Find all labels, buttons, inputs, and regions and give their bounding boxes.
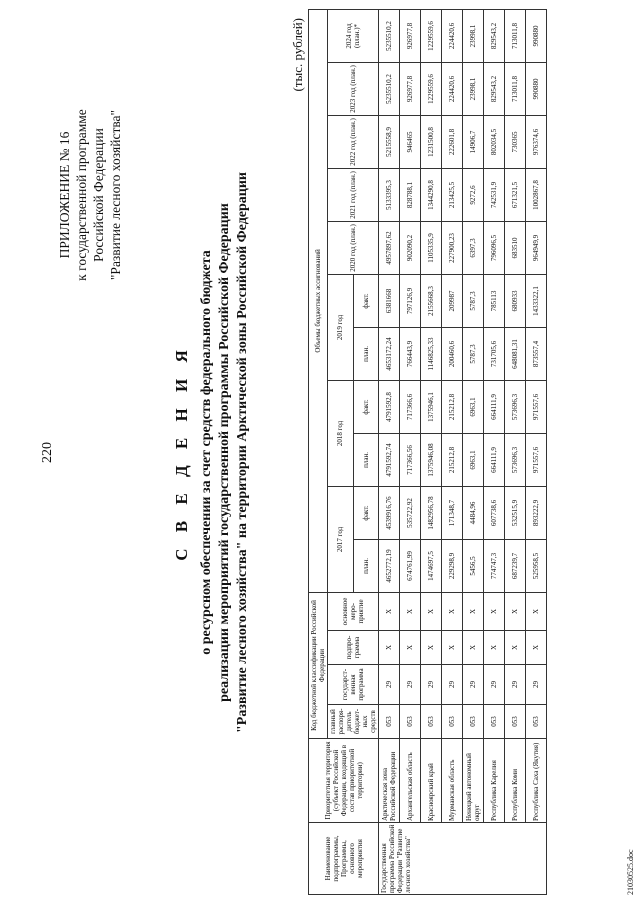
value-cell: 573696,3	[505, 380, 526, 433]
value-cell: 525958,5	[526, 539, 547, 592]
table-row	[463, 9, 484, 894]
value-cell: 532515,9	[505, 486, 526, 539]
value-cell: 5133395,3	[379, 168, 400, 221]
value-cell: 229298,9	[442, 539, 463, 592]
code-om-cell: X	[442, 592, 463, 630]
units-label: (тыс. рублей)	[290, 18, 305, 92]
value-cell: 4653172,24	[379, 327, 400, 380]
code-om-cell: X	[463, 592, 484, 630]
value-cell: 902090,2	[400, 221, 421, 274]
code-gp-cell: 29	[526, 665, 547, 705]
value-cell: 766443,9	[400, 327, 421, 380]
value-cell: 14906,7	[463, 115, 484, 168]
value-cell: 796096,5	[484, 221, 505, 274]
file-name: 21030525.doc	[626, 849, 635, 895]
value-cell: 1474697,5	[421, 539, 442, 592]
value-cell: 224420,6	[442, 62, 463, 115]
value-cell: 1433322,1	[526, 274, 547, 327]
value-cell: 674761,99	[400, 539, 421, 592]
value-cell: 828788,1	[400, 168, 421, 221]
code-pp-cell: X	[505, 631, 526, 665]
program-name-cell: Государственная программа Российской Федерации "Развитие лесного хозяйства"	[379, 823, 547, 895]
value-cell: 6963,1	[463, 433, 484, 486]
value-cell: 873557,4	[526, 327, 547, 380]
value-cell: 1229559,6	[421, 9, 442, 62]
value-cell: 717366,56	[400, 433, 421, 486]
value-cell: 713011,8	[505, 9, 526, 62]
territory-cell: Ненецкий автономный округ	[463, 739, 484, 823]
code-om-cell: X	[400, 592, 421, 630]
value-cell: 976374,6	[526, 115, 547, 168]
header-2017-fact: факт.	[353, 486, 379, 539]
value-cell: 731705,6	[484, 327, 505, 380]
value-cell: 664111,9	[484, 380, 505, 433]
value-cell: 1105335,9	[421, 221, 442, 274]
header-year-2024: 2024 год (план.)*	[328, 9, 379, 62]
code-grbs-cell: 053	[400, 705, 421, 739]
value-cell: 227900,23	[442, 221, 463, 274]
territory-cell: Архангельская область	[400, 739, 421, 823]
value-cell: 5787,3	[463, 274, 484, 327]
value-cell: 964949,9	[526, 221, 547, 274]
value-cell: 4484,96	[463, 486, 484, 539]
code-grbs-cell: 053	[379, 705, 400, 739]
value-cell: 1375946,08	[421, 433, 442, 486]
value-cell: 6397,3	[463, 221, 484, 274]
value-cell: 9272,6	[463, 168, 484, 221]
value-cell: 742531,9	[484, 168, 505, 221]
value-cell: 687239,7	[505, 539, 526, 592]
value-cell: 926977,8	[400, 9, 421, 62]
value-cell: 785113	[484, 274, 505, 327]
code-gp-cell: 29	[379, 665, 400, 705]
code-grbs-cell: 053	[505, 705, 526, 739]
header-2018-plan: план.	[353, 433, 379, 486]
value-cell: 1344290,8	[421, 168, 442, 221]
value-cell: 648081,31	[505, 327, 526, 380]
value-cell: 4652772,19	[379, 539, 400, 592]
header-year-2019: 2019 год	[328, 274, 354, 380]
territory-cell: Мурманская область	[442, 739, 463, 823]
code-grbs-cell: 053	[484, 705, 505, 739]
header-code-om: основное меро-приятие	[328, 592, 379, 630]
code-gp-cell: 29	[421, 665, 442, 705]
header-2019-fact: факт.	[353, 274, 379, 327]
value-cell: 5235510,2	[379, 62, 400, 115]
value-cell: 802034,5	[484, 115, 505, 168]
document-subtitle	[198, 140, 252, 765]
value-cell: 829543,2	[484, 62, 505, 115]
header-code-grbs: главный распоря-дитель бюджет-ных средств	[328, 705, 379, 739]
value-cell: 4539916,76	[379, 486, 400, 539]
value-cell: 1229559,6	[421, 62, 442, 115]
value-cell: 774747,3	[484, 539, 505, 592]
table-row	[421, 9, 442, 894]
value-cell: 573696,3	[505, 433, 526, 486]
value-cell: 6381668	[379, 274, 400, 327]
code-pp-cell: X	[484, 631, 505, 665]
subtitle-line-1: о ресурсном обеспечении за счет средств федерального бюджета	[199, 250, 214, 655]
value-cell: 171348,7	[442, 486, 463, 539]
value-cell: 990880	[526, 9, 547, 62]
value-cell: 1375946,1	[421, 380, 442, 433]
code-gp-cell: 29	[484, 665, 505, 705]
code-om-cell: X	[526, 592, 547, 630]
appendix-line-3: Российской Федерации	[91, 128, 106, 262]
code-om-cell: X	[379, 592, 400, 630]
code-pp-cell: X	[526, 631, 547, 665]
code-grbs-cell: 053	[526, 705, 547, 739]
value-cell: 5787,3	[463, 327, 484, 380]
code-gp-cell: 29	[505, 665, 526, 705]
header-2018-fact: факт.	[353, 380, 379, 433]
code-om-cell: X	[484, 592, 505, 630]
value-cell: 213425,5	[442, 168, 463, 221]
document-title: С В Е Д Е Н И Я	[172, 344, 191, 561]
value-cell: 664111,9	[484, 433, 505, 486]
code-pp-cell: X	[463, 631, 484, 665]
territory-cell: Республика Коми	[505, 739, 526, 823]
value-cell: 893222,9	[526, 486, 547, 539]
value-cell: 4791592,74	[379, 433, 400, 486]
value-cell: 4957897,62	[379, 221, 400, 274]
header-year-2022: 2022 год (план.)	[328, 115, 379, 168]
appendix-line-1: ПРИЛОЖЕНИЕ № 16	[57, 131, 72, 259]
value-cell: 23998,1	[463, 62, 484, 115]
code-pp-cell: X	[400, 631, 421, 665]
value-cell: 683510	[505, 221, 526, 274]
value-cell: 671321,5	[505, 168, 526, 221]
header-code-pp: подпро-грамма	[328, 631, 379, 665]
code-grbs-cell: 053	[463, 705, 484, 739]
subtitle-line-3: "Развитие лесного хозяйства" на территории Арктической зоны Российской Федерации	[235, 172, 250, 733]
header-year-2018: 2018 год	[328, 380, 354, 486]
value-cell: 990880	[526, 62, 547, 115]
code-gp-cell: 29	[463, 665, 484, 705]
header-code-gp: государст-венная программа	[328, 665, 379, 705]
value-cell: 5215558,9	[379, 115, 400, 168]
appendix-line-2: к государственной программе	[74, 109, 89, 281]
value-cell: 1482956,78	[421, 486, 442, 539]
code-gp-cell: 29	[400, 665, 421, 705]
value-cell: 797126,9	[400, 274, 421, 327]
value-cell: 4791592,8	[379, 380, 400, 433]
territory-cell: Республика Карелия	[484, 739, 505, 823]
code-om-cell: X	[505, 592, 526, 630]
value-cell: 5456,5	[463, 539, 484, 592]
header-volumes: Объемы бюджетных ассигнований	[309, 9, 328, 592]
header-code-group: Код бюджетной классификации Российской Федерации	[309, 592, 328, 738]
table-row	[526, 9, 547, 894]
value-cell: 2155668,3	[421, 274, 442, 327]
code-pp-cell: X	[379, 631, 400, 665]
value-cell: 6963,1	[463, 380, 484, 433]
code-gp-cell: 29	[442, 665, 463, 705]
value-cell: 926977,8	[400, 62, 421, 115]
header-territory: Приоритетная территория (субъект Российской Федерации, входящий в состав приоритетной территории)	[309, 739, 379, 823]
value-cell: 1146825,33	[421, 327, 442, 380]
value-cell: 224420,6	[442, 9, 463, 62]
value-cell: 222601,8	[442, 115, 463, 168]
table-row	[484, 9, 505, 894]
code-pp-cell: X	[442, 631, 463, 665]
header-year-2021: 2021 год (план.)	[328, 168, 379, 221]
code-grbs-cell: 053	[421, 705, 442, 739]
value-cell: 946465	[400, 115, 421, 168]
header-year-2023: 2023 год (план.)	[328, 62, 379, 115]
appendix-line-4: "Развитие лесного хозяйства"	[108, 109, 123, 281]
value-cell: 209987	[442, 274, 463, 327]
code-pp-cell: X	[421, 631, 442, 665]
header-name: Наименование подпрограммы, Программы, основного мероприятия	[309, 823, 379, 895]
header-2019-plan: план.	[353, 327, 379, 380]
table-body	[379, 9, 547, 894]
code-grbs-cell: 053	[442, 705, 463, 739]
value-cell: 215212,8	[442, 433, 463, 486]
budget-table	[308, 9, 547, 895]
value-cell: 1002867,8	[526, 168, 547, 221]
header-year-2020: 2020 год (план.)	[328, 221, 379, 274]
territory-cell: Арктическая зона Российской Федерации	[379, 739, 400, 823]
value-cell: 829543,2	[484, 9, 505, 62]
appendix-heading	[56, 60, 124, 330]
value-cell: 971557,6	[526, 380, 547, 433]
value-cell: 535722,92	[400, 486, 421, 539]
value-cell: 215212,8	[442, 380, 463, 433]
subtitle-line-2: реализации мероприятий государственной программы Российской Федерации	[217, 203, 232, 702]
table-row	[505, 9, 526, 894]
header-2017-plan: план.	[353, 539, 379, 592]
value-cell: 1231500,8	[421, 115, 442, 168]
value-cell: 5235510,2	[379, 9, 400, 62]
value-cell: 730365	[505, 115, 526, 168]
value-cell: 23998,1	[463, 9, 484, 62]
value-cell: 607738,6	[484, 486, 505, 539]
value-cell: 713011,8	[505, 62, 526, 115]
territory-cell: Красноярский край	[421, 739, 442, 823]
table-row	[379, 9, 400, 894]
page-number: 220	[40, 442, 55, 463]
value-cell: 680933	[505, 274, 526, 327]
table-row	[442, 9, 463, 894]
table-row	[400, 9, 421, 894]
territory-cell: Республика Саха (Якутия)	[526, 739, 547, 823]
value-cell: 971557,6	[526, 433, 547, 486]
code-om-cell: X	[421, 592, 442, 630]
value-cell: 200460,6	[442, 327, 463, 380]
value-cell: 717366,6	[400, 380, 421, 433]
header-year-2017: 2017 год	[328, 486, 354, 592]
